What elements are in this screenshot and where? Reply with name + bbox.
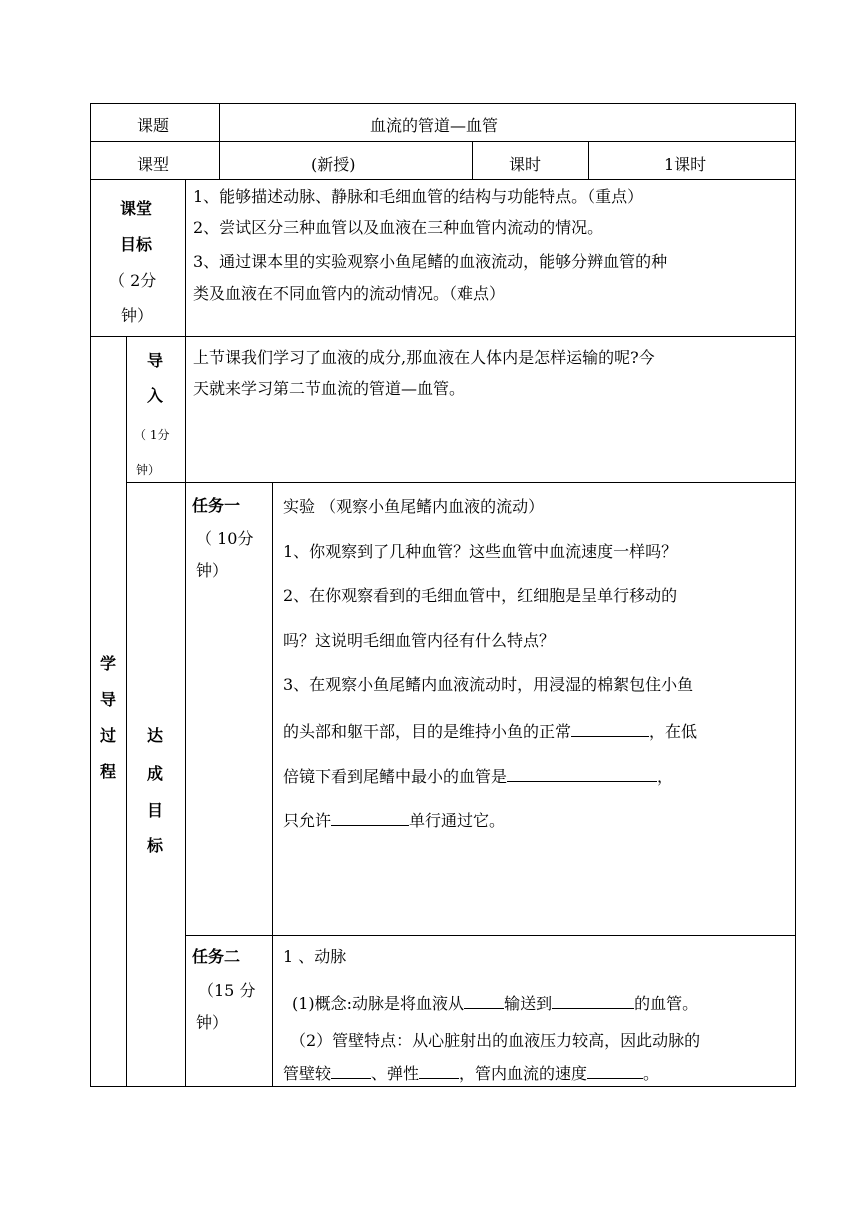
task1-line <box>283 720 697 742</box>
achieve-label-char: 达 <box>147 726 164 745</box>
table-line <box>588 141 589 179</box>
table-line <box>219 103 220 179</box>
task2-text: ，管内血流的速度 <box>459 1064 588 1083</box>
process-label-char: 导 <box>100 690 117 709</box>
task1-time: （ 10分 <box>196 529 254 548</box>
answer-blank <box>464 992 504 1009</box>
period-label: 课时 <box>509 155 542 174</box>
process-label-char: 学 <box>100 654 117 673</box>
task1-line: 3、在观察小鱼尾鳍内血液流动时，用浸湿的棉絮包住小鱼 <box>283 675 694 694</box>
task2-time: 钟） <box>196 1013 229 1032</box>
task1-line: 吗？这说明毛细血管内径有什么特点？ <box>283 631 556 650</box>
task2-line: （2）管壁特点：从心脏射出的血液压力较高，因此动脉的 <box>290 1031 701 1050</box>
goal-item: 类及血液在不同血管内的流动情况。（难点） <box>193 284 506 303</box>
task1-line: 实验 （观察小鱼尾鳍内血液的流动） <box>283 497 545 516</box>
answer-blank <box>571 720 649 737</box>
table-line <box>185 179 186 336</box>
table-border-top <box>90 103 796 104</box>
task2-text: 管壁较 <box>283 1064 332 1083</box>
achieve-label-char: 标 <box>147 836 164 855</box>
table-line <box>185 935 796 936</box>
intro-time: （ 1分 <box>134 428 170 442</box>
table-line <box>272 482 273 1086</box>
period-value: 1课时 <box>664 155 707 174</box>
goal-item: 3、通过课本里的实验观察小鱼尾鳍的血液流动，能够分辨血管的种 <box>193 252 668 271</box>
type-label: 课型 <box>137 155 170 174</box>
intro-time: 钟） <box>136 463 161 477</box>
task1-line <box>283 765 673 787</box>
answer-blank <box>552 992 634 1009</box>
task1-text: 只允许 <box>283 811 332 830</box>
topic-value: 血流的管道—血管 <box>370 116 499 135</box>
task1-line: 2、在你观察看到的毛细血管中，红细胞是呈单行移动的 <box>283 586 678 605</box>
table-border-right <box>795 103 796 1086</box>
achieve-label-char: 成 <box>147 764 164 783</box>
goal-item: 1、能够描述动脉、静脉和毛细血管的结构与功能特点。（重点） <box>193 187 644 206</box>
answer-blank <box>331 809 409 826</box>
task2-text: 。 <box>643 1064 660 1083</box>
task2-line <box>292 992 698 1014</box>
task1-text: ， <box>657 767 674 786</box>
goals-label: 课堂 <box>120 199 153 218</box>
goals-label: 目标 <box>120 235 153 254</box>
type-value: (新授) <box>311 155 356 174</box>
task2-text: (1)概念:动脉是将血液从 <box>292 994 465 1013</box>
task1-line: 1、你观察到了几种血管？这些血管中血流速度一样吗？ <box>283 542 678 561</box>
answer-blank <box>587 1062 643 1079</box>
task1-text: ，在低 <box>649 722 698 741</box>
task1-text: 的头部和躯干部，目的是维持小鱼的正常 <box>283 722 572 741</box>
table-line <box>90 336 796 337</box>
task2-text: 、弹性 <box>371 1064 420 1083</box>
task1-label: 任务一 <box>192 496 241 515</box>
task2-label: 任务二 <box>192 947 241 966</box>
task2-text: 的血管。 <box>634 994 699 1013</box>
intro-text: 天就来学习第二节血流的管道—血管。 <box>193 379 466 398</box>
table-line <box>126 482 796 483</box>
table-line <box>126 336 127 1086</box>
task2-text: 输送到 <box>504 994 553 1013</box>
task1-time: 钟） <box>196 561 229 580</box>
task2-line: 1 、动脉 <box>283 947 347 966</box>
answer-blank <box>507 765 657 782</box>
goals-time: （ 2分 <box>109 271 157 290</box>
task1-text: 单行通过它。 <box>409 811 506 830</box>
intro-label: 入 <box>147 386 164 405</box>
topic-label: 课题 <box>137 116 170 135</box>
intro-text: 上节课我们学习了血液的成分,那血液在人体内是怎样运输的呢?今 <box>193 348 655 367</box>
table-border-left <box>90 103 91 1086</box>
table-line <box>90 179 796 180</box>
task2-time: （15 分 <box>198 981 256 1000</box>
task1-text: 倍镜下看到尾鳍中最小的血管是 <box>283 767 508 786</box>
answer-blank <box>419 1062 459 1079</box>
table-border-bottom <box>90 1086 796 1087</box>
achieve-label-char: 目 <box>147 801 164 820</box>
table-line <box>90 141 796 142</box>
intro-label: 导 <box>147 351 164 370</box>
process-label-char: 过 <box>100 726 117 745</box>
table-line <box>472 141 473 179</box>
goals-time: 钟） <box>121 306 154 325</box>
task1-line <box>283 809 505 831</box>
goal-item: 2、尝试区分三种血管以及血液在三种血管内流动的情况。 <box>193 218 604 237</box>
table-line <box>185 336 186 1086</box>
process-label-char: 程 <box>100 762 117 781</box>
answer-blank <box>331 1062 371 1079</box>
task2-line <box>283 1062 659 1084</box>
